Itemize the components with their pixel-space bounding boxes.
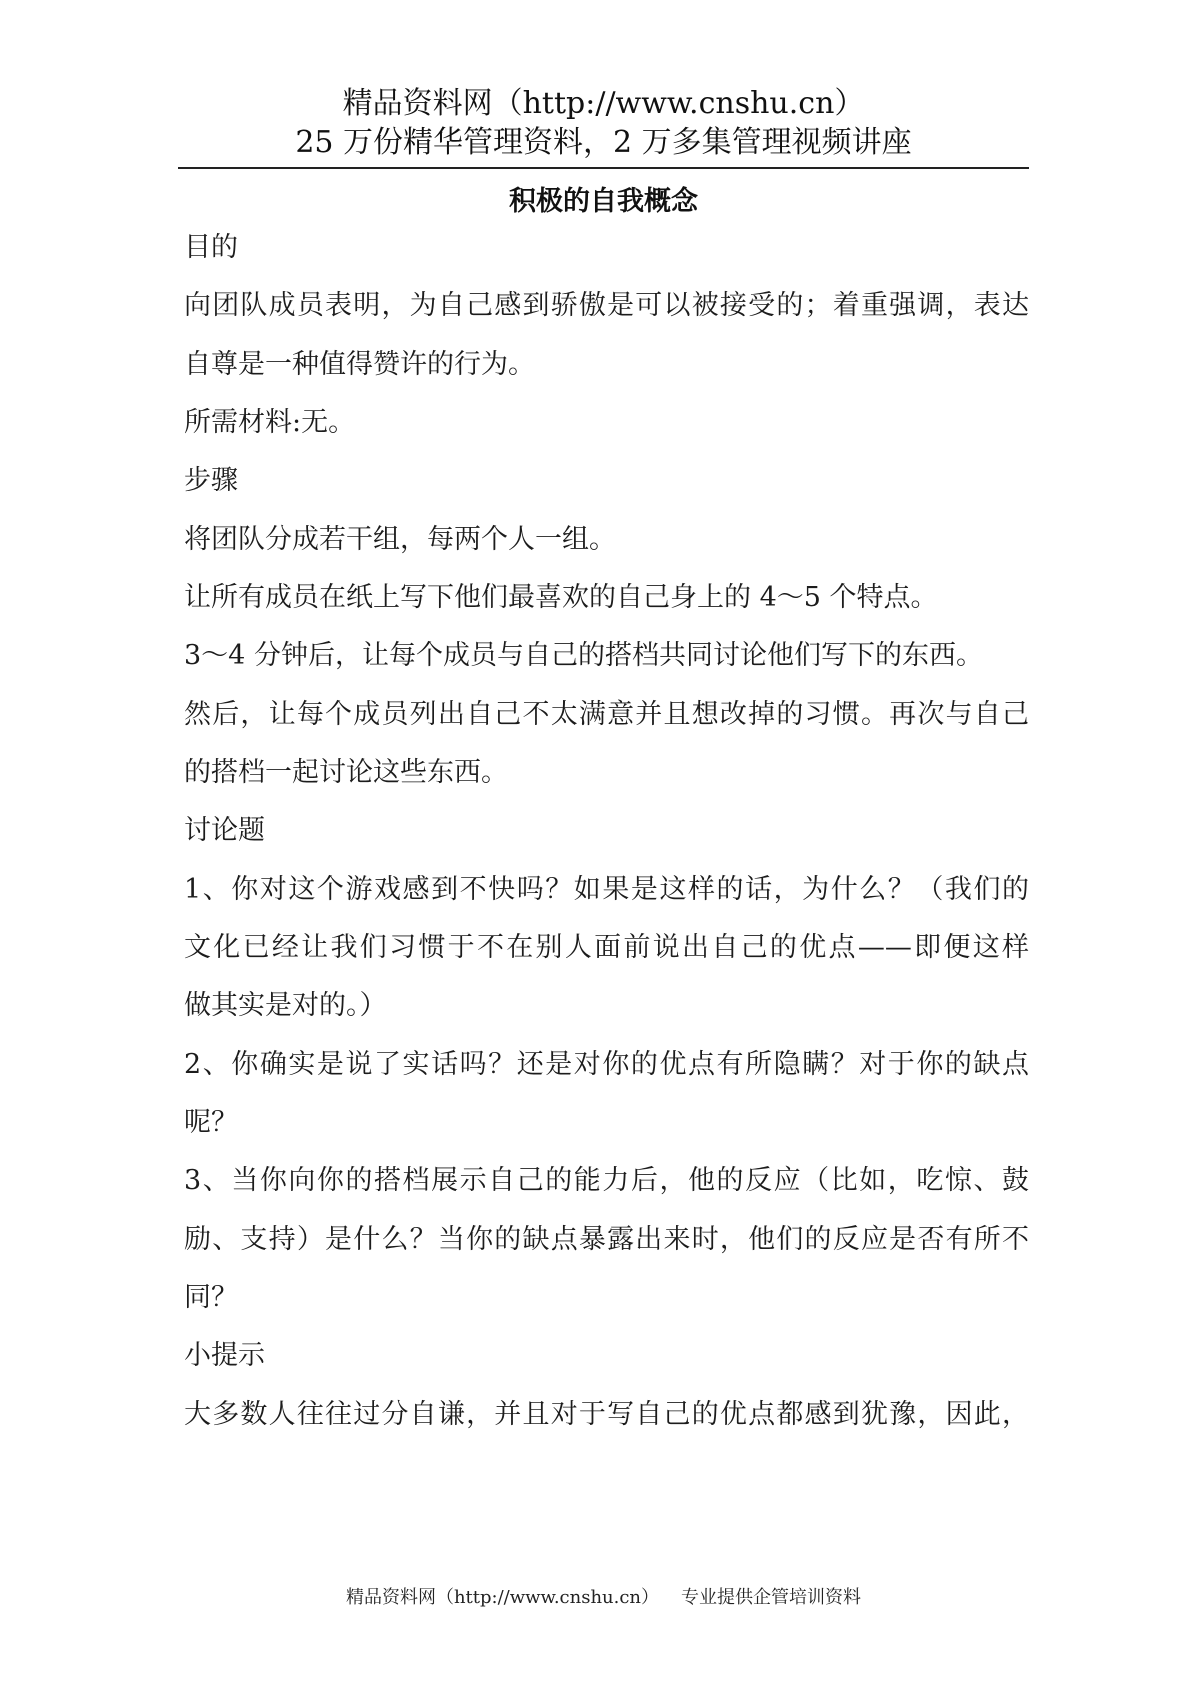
paragraph-line: 做其实是对的。） (184, 990, 387, 1021)
footer-site: 精品资料网（http://www.cnshu.cn） (345, 1587, 660, 1608)
paragraph-line: 励、支持）是什么？当你的缺点暴露出来时，他们的反应是否有所不 (184, 1224, 1029, 1255)
page-header (178, 84, 1029, 162)
section-heading-discussion: 讨论题 (184, 815, 265, 846)
paragraph-line: 呢？ (184, 1107, 238, 1138)
paragraph-line: 向团队成员表明，为自己感到骄傲是可以被接受的；着重强调，表达 (184, 290, 1029, 321)
paragraph-line: 大多数人往往过分自谦，并且对于写自己的优点都感到犹豫，因此， (184, 1399, 1029, 1430)
paragraph-line: 文化已经让我们习惯于不在别人面前说出自己的优点——即便这样 (184, 932, 1029, 963)
paragraph-line: 自尊是一种值得赞许的行为。 (184, 349, 535, 380)
paragraph-line: 1、你对这个游戏感到不快吗？如果是这样的话，为什么？（我们的 (184, 874, 1029, 905)
page-footer (178, 1586, 1029, 1610)
paragraph-line: 的搭档一起讨论这些东西。 (184, 757, 508, 788)
header-tagline: 25 万份精华管理资料，2 万多集管理视频讲座 (295, 125, 912, 160)
paragraph-line: 2、你确实是说了实话吗？还是对你的优点有所隐瞒？对于你的缺点 (184, 1049, 1029, 1080)
document-title: 积极的自我概念 (509, 186, 698, 217)
paragraph-line: 同？ (184, 1282, 238, 1313)
section-heading-tips: 小提示 (184, 1340, 265, 1371)
header-divider (178, 167, 1029, 169)
footer-tagline: 专业提供企管培训资料 (681, 1587, 862, 1608)
section-heading-purpose: 目的 (184, 232, 238, 263)
paragraph-line: 然后，让每个成员列出自己不太满意并且想改掉的习惯。再次与自己 (184, 699, 1029, 730)
section-heading-steps: 步骤 (184, 465, 238, 496)
paragraph-line: 让所有成员在纸上写下他们最喜欢的自己身上的 4～5 个特点。 (184, 582, 938, 613)
paragraph-line: 3～4 分钟后，让每个成员与自己的搭档共同讨论他们写下的东西。 (184, 640, 983, 671)
paragraph-line: 将团队分成若干组，每两个人一组。 (184, 524, 616, 555)
paragraph-line: 3、当你向你的搭档展示自己的能力后，他的反应（比如，吃惊、鼓 (184, 1165, 1029, 1196)
paragraph-line: 所需材料:无。 (184, 407, 356, 438)
header-site-line: 精品资料网（http://www.cnshu.cn） (342, 86, 865, 121)
